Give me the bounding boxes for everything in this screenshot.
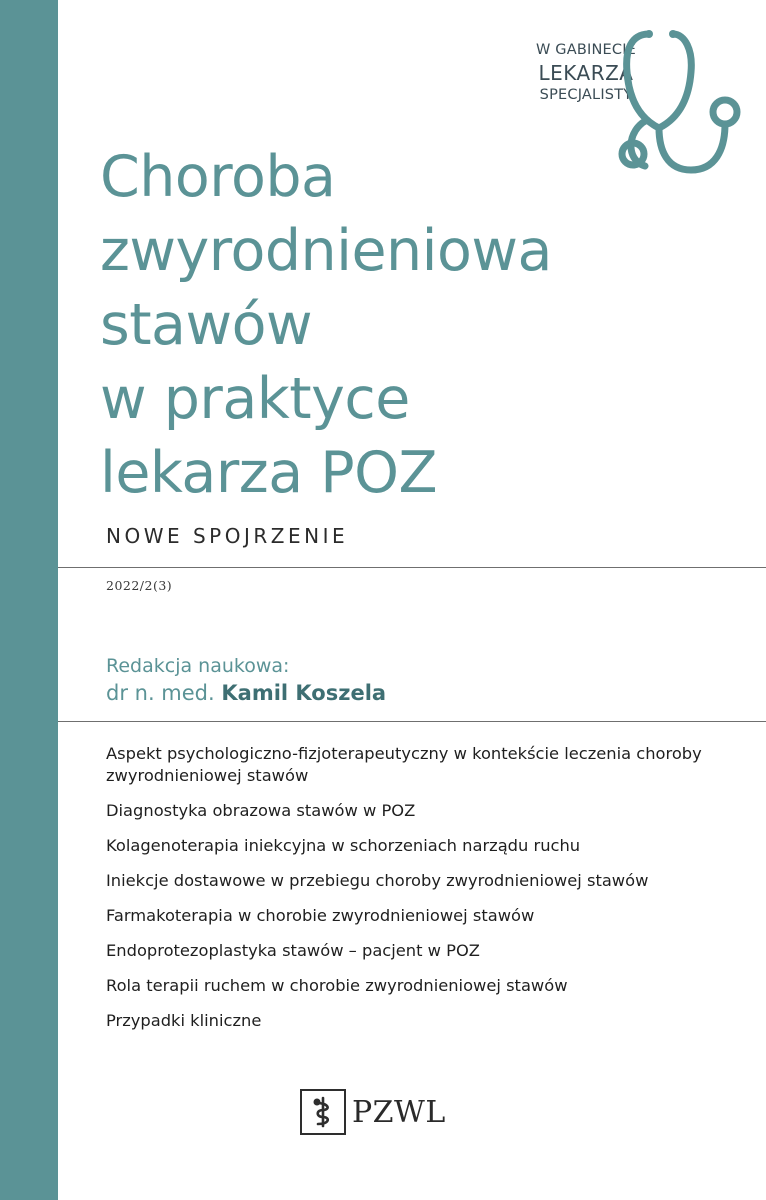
editor-prefix: dr n. med. — [106, 681, 215, 705]
contents-item: Aspekt psychologiczno-fizjoterapeutyczny w kontekście leczenia choroby zwyrodnieniowej stawów — [106, 744, 702, 785]
contents-item: Diagnostyka obrazowa stawów w POZ — [106, 801, 416, 820]
divider-top — [58, 567, 766, 568]
subtitle: NOWE SPOJRZENIE — [106, 524, 349, 548]
divider-bottom — [58, 721, 766, 722]
title-line: stawów — [100, 292, 313, 358]
title-line: Choroba — [100, 144, 336, 210]
publisher-logo — [300, 1088, 446, 1136]
contents-item: Iniekcje dostawowe w przebiegu choroby zwyrodnieniowej stawów — [106, 871, 649, 890]
title-line: w praktyce — [100, 366, 410, 432]
issue-number: 2022/2(3) — [106, 578, 173, 593]
title-line: lekarza POZ — [100, 440, 438, 506]
series-line-3: SPECJALISTY — [539, 87, 633, 103]
series-line-1: W GABINECIE — [535, 42, 637, 58]
editor — [106, 681, 386, 705]
editor-name: Kamil Koszela — [221, 681, 387, 705]
contents-item: Farmakoterapia w chorobie zwyrodnieniowej stawów — [106, 906, 535, 925]
title-line: zwyrodnieniowa — [100, 218, 552, 284]
publisher-name: PZWL — [352, 1094, 446, 1130]
contents-item: Przypadki kliniczne — [106, 1011, 262, 1030]
table-of-contents — [106, 743, 726, 1045]
cover-spine-band — [0, 0, 58, 1200]
serpent-staff-icon — [306, 1095, 340, 1129]
series-line-2: LEKARZA — [538, 61, 634, 85]
contents-item: Kolagenoterapia iniekcyjna w schorzeniach narządu ruchu — [106, 836, 581, 855]
contents-item: Rola terapii ruchem w chorobie zwyrodnieniowej stawów — [106, 976, 568, 995]
editor-label: Redakcja naukowa: — [106, 655, 290, 677]
contents-item: Endoprotezoplastyka stawów – pacjent w POZ — [106, 941, 480, 960]
book-title — [100, 140, 720, 510]
pzwl-logo-icon — [300, 1089, 346, 1135]
